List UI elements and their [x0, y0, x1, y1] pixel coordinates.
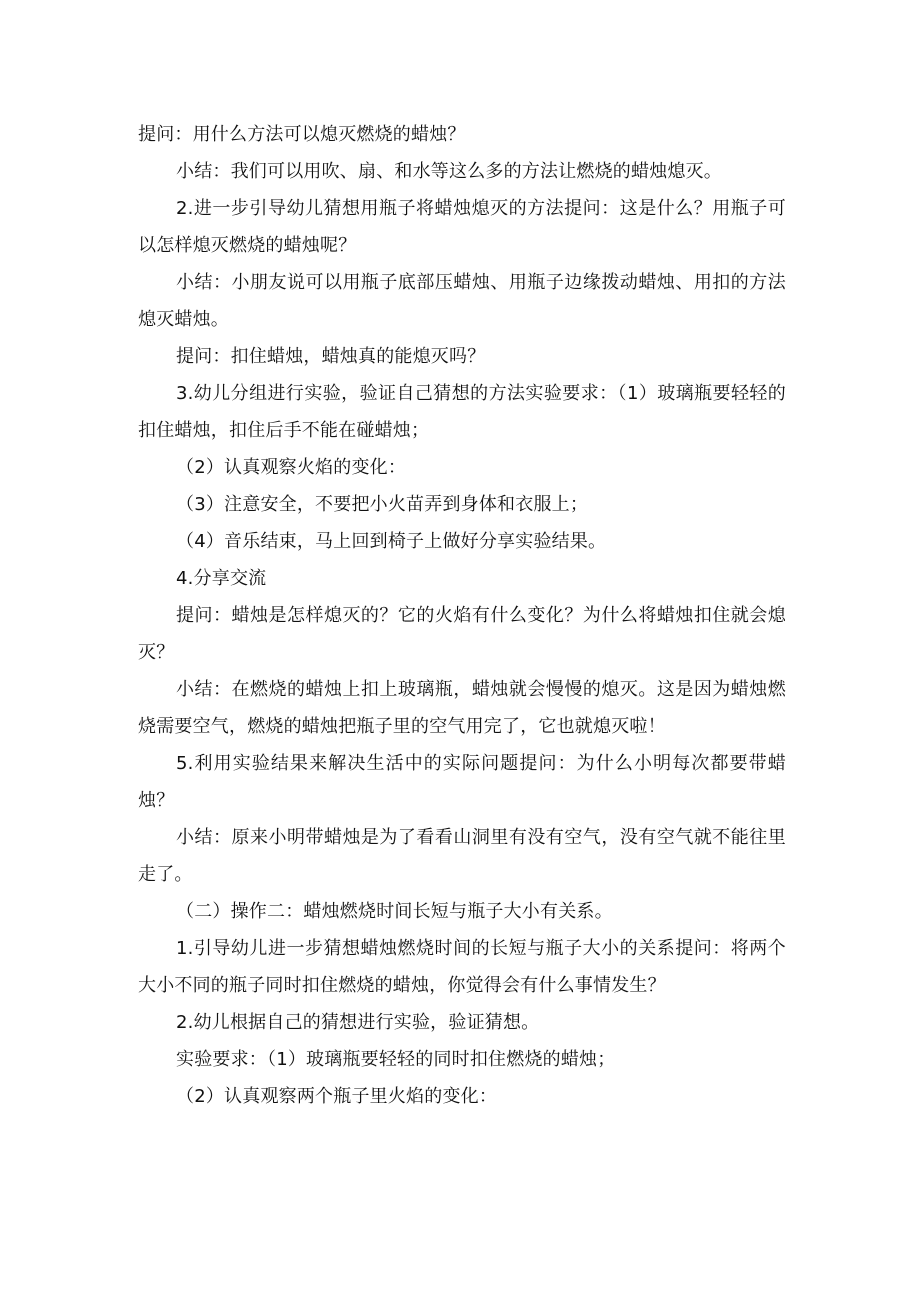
paragraph-summary-methods: 小结：我们可以用吹、扇、和水等这么多的方法让燃烧的蜡烛熄灭。 [176, 161, 722, 182]
paragraph-summary-air: 小结：在燃烧的蜡烛上扣上玻璃瓶，蜡烛就会慢慢的熄灭。这是因为蜡烛燃烧需要空气，燃烧的蜡烛把瓶子里的空气用完了，它也就熄灭啦！ [138, 679, 786, 737]
paragraph-op2-requirement-1: 实验要求：（1）玻璃瓶要轻轻的同时扣住燃烧的蜡烛； [176, 1049, 616, 1070]
document-page [138, 116, 786, 1115]
paragraph-question-extinguish: 提问：用什么方法可以熄灭燃烧的蜡烛？ [138, 124, 466, 145]
paragraph-requirement-3: （3）注意安全，不要把小火苗弄到身体和衣服上； [176, 494, 589, 515]
paragraph-section-two: （二）操作二：蜡烛燃烧时间长短与瓶子大小有关系。 [176, 901, 613, 922]
paragraph-summary-bottle-methods: 小结：小朋友说可以用瓶子底部压蜡烛、用瓶子边缘拨动蜡烛、用扣的方法熄灭蜡烛。 [138, 272, 786, 330]
paragraph-requirement-4: （4）音乐结束，马上回到椅子上做好分享实验结果。 [176, 531, 607, 552]
paragraph-summary-cave: 小结：原来小明带蜡烛是为了看看山洞里有没有空气，没有空气就不能往里走了。 [138, 827, 786, 885]
paragraph-step-2: 2.进一步引导幼儿猜想用瓶子将蜡烛熄灭的方法提问：这是什么？用瓶子可以怎样熄灭燃烧的蜡烛呢？ [138, 198, 786, 256]
paragraph-requirement-2: （2）认真观察火焰的变化： [176, 457, 407, 478]
paragraph-op2-requirement-2: （2）认真观察两个瓶子里火焰的变化： [176, 1086, 498, 1107]
paragraph-op2-step-2: 2.幼儿根据自己的猜想进行实验，验证猜想。 [176, 1012, 540, 1033]
paragraph-question-why: 提问：蜡烛是怎样熄灭的？它的火焰有什么变化？为什么将蜡烛扣住就会熄灭？ [138, 605, 786, 663]
paragraph-op2-step-1: 1.引导幼儿进一步猜想蜡烛燃烧时间的长短与瓶子大小的关系提问：将两个大小不同的瓶子同时扣住燃烧的蜡烛，你觉得会有什么事情发生？ [138, 938, 786, 996]
paragraph-step-3: 3.幼儿分组进行实验，验证自己猜想的方法实验要求：（1）玻璃瓶要轻轻的扣住蜡烛，扣住后手不能在碰蜡烛； [138, 383, 786, 441]
paragraph-step-5: 5.利用实验结果来解决生活中的实际问题提问：为什么小明每次都要带蜡烛？ [138, 753, 786, 811]
paragraph-question-cover: 提问：扣住蜡烛，蜡烛真的能熄灭吗？ [176, 346, 486, 367]
paragraph-step-4: 4.分享交流 [176, 568, 267, 589]
